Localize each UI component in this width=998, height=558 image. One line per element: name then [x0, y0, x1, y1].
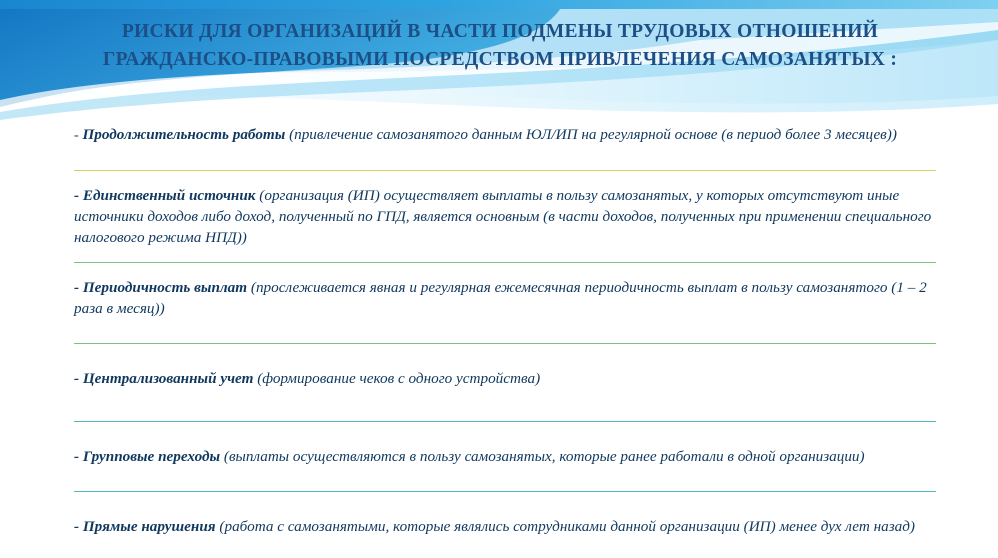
item-lead: Централизованный учет [82, 370, 254, 387]
spacer [0, 344, 998, 362]
spacer [0, 492, 998, 510]
spacer [0, 422, 998, 440]
item-lead: Периодичность выплат [82, 279, 248, 296]
item-lead: Единственный источник [82, 187, 256, 204]
list-item [0, 362, 998, 395]
list-item [0, 440, 998, 473]
item-dash: - [74, 448, 80, 465]
item-text: (прослеживается явная и регулярная ежемесячная периодичность выплат в пользу самозанятого (1 – 2 раза в месяц)) [74, 279, 927, 317]
item-text: (работа с самозанятыми, которые являлись сотрудниками данной организации (ИП) менее дух лет назад) [219, 518, 915, 535]
item-text: (выплаты осуществляются в пользу самозанятых, которые ранее работали в одной организации) [223, 448, 865, 465]
item-lead: Продолжительность работы [82, 126, 286, 143]
item-dash: - [74, 187, 80, 204]
header-banner [0, 0, 998, 122]
item-lead: Прямые нарушения [82, 518, 216, 535]
risk-list [0, 118, 998, 543]
item-text: (организация (ИП) осуществляет выплаты в пользу самозанятых, у которых отсутствуют иные источники доходов либо доход, полученный по ГПД, является основным (в части доходов, полученных при применении специального налогового режима НПД)) [74, 187, 932, 246]
item-dash: - [74, 370, 80, 387]
list-item [0, 510, 998, 543]
spacer [0, 473, 998, 491]
item-dash: - [74, 518, 80, 535]
list-item [0, 179, 998, 254]
spacer [0, 325, 998, 343]
spacer [0, 395, 998, 421]
spacer [0, 152, 998, 170]
spacer [0, 171, 998, 179]
page-title: РИСКИ ДЛЯ ОРГАНИЗАЦИЙ В ЧАСТИ ПОДМЕНЫ ТРУДОВЫХ ОТНОШЕНИЙ ГРАЖДАНСКО-ПРАВОВЫМИ ПОСРЕДСТВОМ ПРИВЛЕЧЕНИЯ САМОЗАНЯТЫХ : [102, 21, 898, 70]
item-text: (формирование чеков с одного устройства) [257, 370, 541, 387]
list-item [0, 271, 998, 325]
item-dash: - [74, 279, 80, 296]
spacer [0, 254, 998, 262]
item-text: (привлечение самозанятого данным ЮЛ/ИП на регулярной основе (в период более 3 месяцев)) [289, 126, 897, 143]
item-lead: Групповые переходы [82, 448, 221, 465]
list-item [0, 118, 998, 152]
spacer [0, 263, 998, 271]
item-dash: - [74, 128, 79, 143]
